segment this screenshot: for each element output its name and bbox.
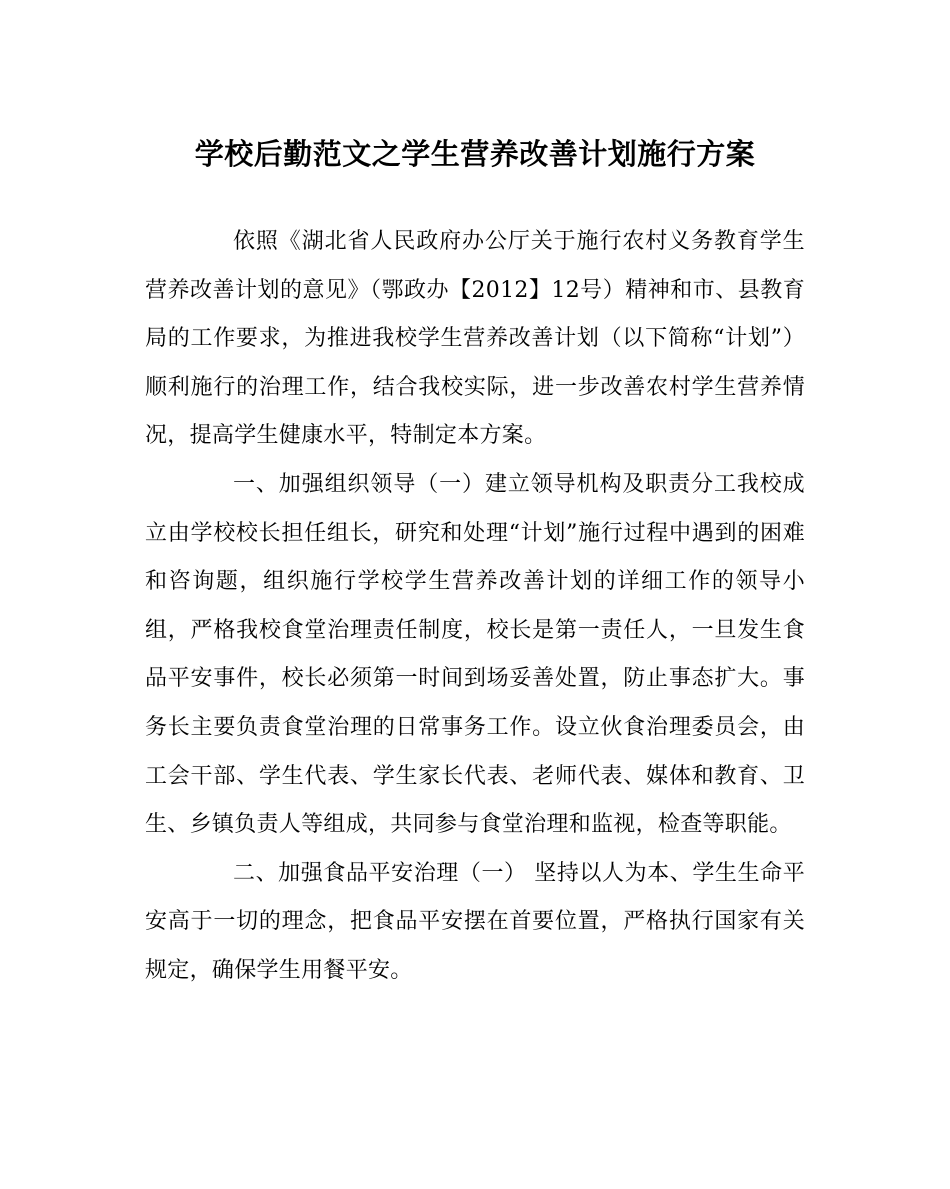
document-body	[145, 218, 805, 996]
paragraph-organization-leadership: 一、加强组织领导（一）建立领导机构及职责分工我校成立由学校校长担任组长，研究和处理“计划”施行过程中遇到的困难和咨询题，组织施行学校学生营养改善计划的详细工作的领导小组，严格我校食堂治理责任制度，校长是第一责任人，一旦发生食品平安事件，校长必须第一时间到场妥善处置，防止事态扩大。事务长主要负责食堂治理的日常事务工作。设立伙食治理委员会，由工会干部、学生代表、学生家长代表、老师代表、媒体和教育、卫生、乡镇负责人等组成，共同参与食堂治理和监视，检查等职能。	[145, 471, 805, 838]
paragraph-intro: 依照《湖北省人民政府办公厅关于施行农村义务教育学生营养改善计划的意见》（鄂政办【2012】12号）精神和市、县教育局的工作要求，为推进我校学生营养改善计划（以下简称“计划”）顺利施行的治理工作，结合我校实际，进一步改善农村学生营养情况，提高学生健康水平，特制定本方案。	[145, 229, 805, 449]
document-title: 学校后勤范文之学生营养改善计划施行方案	[194, 137, 756, 171]
paragraph-food-safety: 二、加强食品平安治理（一） 坚持以人为本、学生生命平安高于一切的理念，把食品平安摆在首要位置，严格执行国家有关规定，确保学生用餐平安。	[145, 860, 805, 983]
